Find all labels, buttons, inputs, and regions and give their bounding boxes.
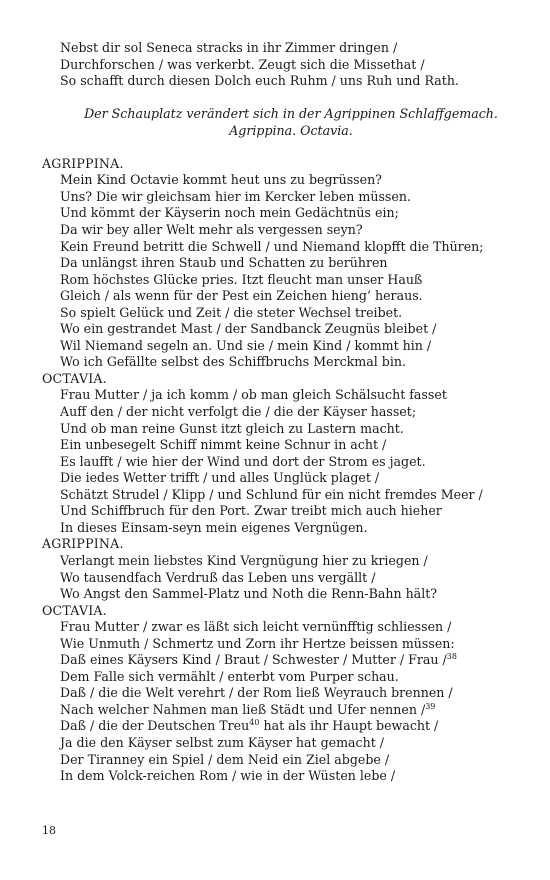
- verse-line: Dem Falle sich vermählt / enterbt vom Purper schau.: [60, 668, 399, 684]
- verse-line: Gleich / als wenn für der Pest ein Zeichen hieng’ heraus.: [60, 288, 423, 304]
- verse-line: Wo Angst den Sammel-Platz und Noth die Renn-Bahn hält?: [60, 586, 438, 602]
- verse-line: Mein Kind Octavie kommt heut uns zu begrüssen?: [60, 172, 382, 188]
- verse-line: Da unlängst ihren Staub und Schatten zu berühren: [60, 255, 388, 271]
- verse-line: Rom höchstes Glücke pries. Itzt fleucht man unser Hauß: [60, 271, 423, 287]
- verse-line: Durchforschen / was verkerbt. Zeugt sich die Missethat /: [60, 56, 425, 72]
- verse-line: Uns? Die wir gleichsam hier im Kercker leben müssen.: [60, 188, 411, 204]
- verse-text: hat als ihr Haupt bewacht /: [259, 718, 439, 734]
- stage-direction-characters: Agrippina. Octavia.: [229, 122, 353, 138]
- verse-line: Ein unbesegelt Schiff nimmt keine Schnur in acht /: [60, 437, 387, 453]
- verse-line: Wo ich Gefällte selbst des Schiffbruchs Merckmal bin.: [60, 354, 406, 370]
- verse-line: Wo tausendfach Verdruß das Leben uns vergällt /: [60, 569, 376, 585]
- verse-line: Daß / die die Welt verehrt / der Rom ließ Weyrauch brennen /: [60, 685, 453, 701]
- document-text: [42, 40, 522, 785]
- verse-line: Wie Unmuth / Schmertz und Zorn ihr Hertze beissen müssen:: [60, 635, 455, 651]
- footnote-marker[interactable]: 39: [425, 701, 436, 711]
- verse-line: So schafft durch diesen Dolch euch Ruhm / uns Ruh und Rath.: [60, 73, 459, 89]
- verse-text: Daß eines Käysers Kind / Braut / Schwester / Mutter / Frau /: [60, 652, 447, 668]
- verse-line: So spielt Gelück und Zeit / die steter Wechsel treibet.: [60, 304, 403, 320]
- verse-line: Wil Niemand segeln an. Und sie / mein Kind / kommt hin /: [60, 337, 432, 353]
- verse-line: Nebst dir sol Seneca stracks in ihr Zimmer dringen /: [60, 40, 398, 55]
- verse-line: Frau Mutter / zwar es läßt sich leicht vernünfftig schliessen /: [60, 619, 452, 635]
- speaker-name: AGRIPPINA.: [42, 536, 124, 552]
- verse-line: Es laufft / wie hier der Wind und dort der Strom es jaget.: [60, 453, 426, 469]
- verse-line: [42, 718, 522, 735]
- footnote-marker[interactable]: 40: [249, 718, 260, 728]
- verse-line: Wo ein gestrandet Mast / der Sandbanck Zeugnüs bleibet /: [60, 321, 437, 337]
- verse-line: Ja die den Käyser selbst zum Käyser hat gemacht /: [60, 734, 385, 750]
- verse-line: In dieses Einsam-seyn mein eigenes Vergnügen.: [60, 519, 368, 535]
- verse-line: In dem Volck-reichen Rom / wie in der Wüsten lebe /: [60, 768, 396, 784]
- verse-line: [42, 652, 522, 669]
- verse-line: Schätzt Strudel / Klipp / und Schlund für ein nicht fremdes Meer /: [60, 486, 483, 502]
- speaker-name: AGRIPPINA.: [42, 155, 124, 171]
- verse-line: Und kömmt der Käyserin noch mein Gedächtnüs ein;: [60, 205, 399, 221]
- verse-line: Verlangt mein liebstes Kind Vergnügung hier zu kriegen /: [60, 552, 428, 568]
- verse-text: Daß / die der Deutschen Treu: [60, 718, 250, 734]
- verse-line: Da wir bey aller Welt mehr als vergessen seyn?: [60, 222, 363, 238]
- verse-line: Und ob man reine Gunst itzt gleich zu Lastern macht.: [60, 420, 404, 436]
- footnote-marker[interactable]: 38: [446, 652, 457, 662]
- verse-line: Der Tiranney ein Spiel / dem Neid ein Ziel abgebe /: [60, 751, 390, 767]
- spacer: [42, 139, 522, 156]
- verse-line: Und Schiffbruch für den Port. Zwar treibt mich auch hieher: [60, 503, 442, 519]
- verse-line: Auff den / der nicht verfolgt die / die der Käyser hasset;: [60, 404, 417, 420]
- verse-line: [42, 702, 522, 719]
- speaker-name: OCTAVIA.: [42, 602, 107, 618]
- verse-line: Kein Freund betritt die Schwell / und Niemand klopfft die Thüren;: [60, 238, 484, 254]
- verse-text: Nach welcher Nahmen man ließ Städt und Ufer nennen /: [60, 701, 426, 717]
- page-number: 18: [42, 824, 56, 837]
- speaker-name: OCTAVIA.: [42, 370, 107, 386]
- spacer: [42, 90, 522, 107]
- stage-direction: Der Schauplatz verändert sich in der Agrippinen Schlaffgemach.: [84, 106, 498, 122]
- verse-line: Frau Mutter / ja ich komm / ob man gleich Schälsucht fasset: [60, 387, 447, 403]
- verse-line: Die iedes Wetter trifft / und alles Unglück plaget /: [60, 470, 380, 486]
